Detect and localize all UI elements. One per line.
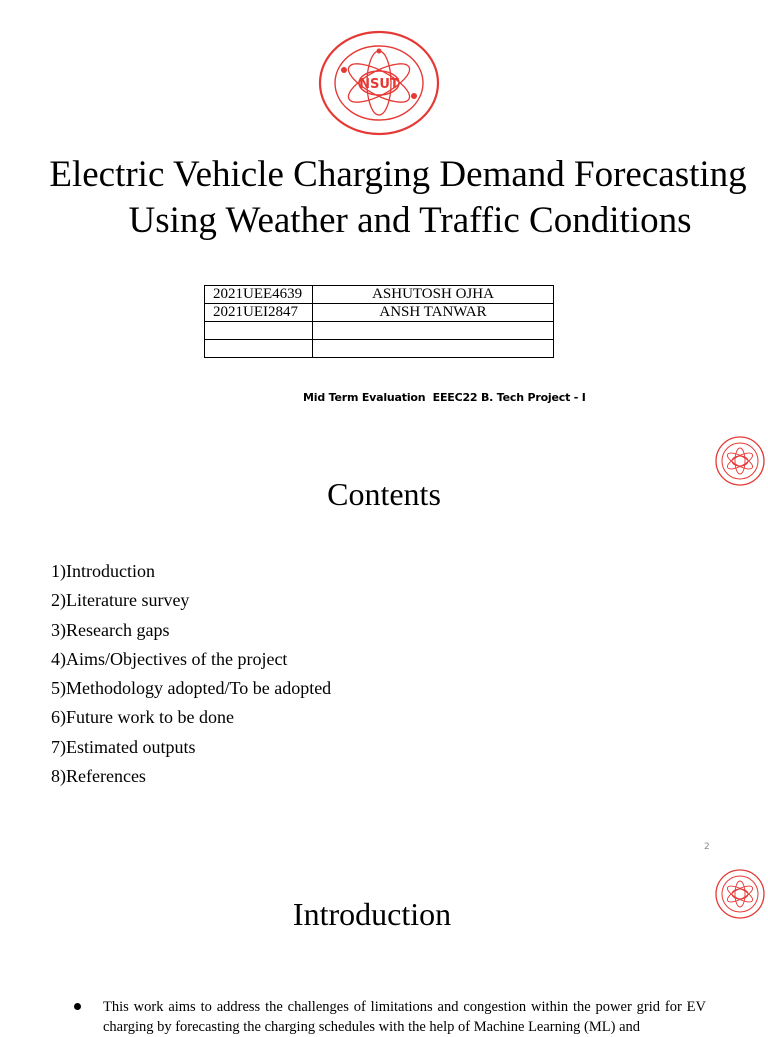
table-row [205,322,554,340]
nsut-seal-icon [318,30,440,136]
list-item: 6)Future work to be done [51,707,234,728]
list-item: 1)Introduction [51,561,155,581]
member-name-cell: ASHUTOSH OJHA [313,286,554,304]
intro-bullet [76,997,706,1037]
list-item: 8)References [51,766,146,787]
slide1-title [0,152,768,244]
title-line-1: Electric Vehicle Charging Demand Forecasting [49,154,747,195]
list-item: 2)Literature survey [51,590,190,611]
member-id-cell: 2021UEE4639 [205,286,313,304]
list-item: 7)Estimated outputs [51,736,196,757]
contents-title: Contents [327,476,441,512]
table-row [205,304,554,322]
title-line-2: Using Weather and Traffic Conditions [128,200,692,241]
member-id-cell: 2021UEI2847 [205,304,313,322]
list-item: 5)Methodology adopted/To be adopted [51,678,332,699]
bullet-icon [74,1003,81,1010]
table-row [205,340,554,358]
list-item: 4)Aims/Objectives of the project [51,648,288,669]
member-name-cell: ANSH TANWAR [313,304,554,322]
introduction-title: Introduction [292,896,452,932]
member-name-cell [313,322,554,340]
member-id-cell [205,340,313,358]
table-row [205,286,554,304]
list-item: 3)Research gaps [51,619,170,640]
logo-center-text: NSUT [359,77,399,92]
member-id-cell [205,322,313,340]
intro-bullet-text: This work aims to address the challenges of limitations and congestion within the power grid for EV charging by forecasting the charging schedules with the help of Machine Learning (ML) and [103,999,706,1035]
members-table [204,285,554,358]
nsut-logo-large [318,30,440,136]
contents-list [51,558,331,792]
evaluation-subtitle: Mid Term Evaluation EEEC22 B. Tech Project - I [303,391,586,404]
page-number: 2 [704,842,710,852]
member-name-cell [313,340,554,358]
